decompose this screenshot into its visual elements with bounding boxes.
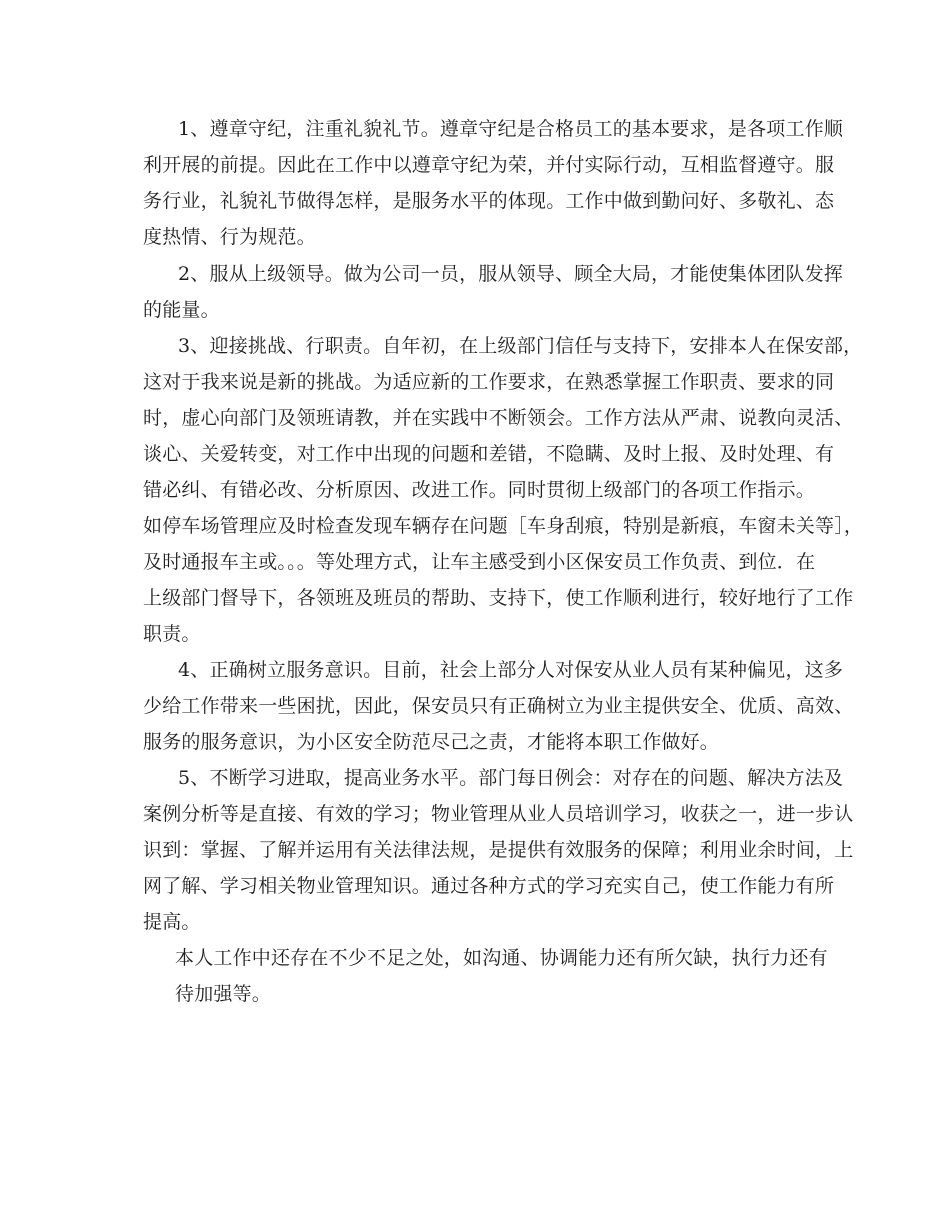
- paragraph-5-line-2: 案例分析等是直接、有效的学习；物业管理从业人员培训学习，收获之一，进一步认: [143, 803, 854, 825]
- paragraph-4-line-3: 服务的服务意识，为小区安全防范尽己之责，才能将本职工作做好。: [143, 731, 720, 753]
- paragraph-2-line-1: 2、服从上级领导。做为公司一员，服从领导、顾全大局，才能使集体团队发挥: [178, 263, 844, 285]
- paragraph-3-line-7: 及时通报车主或。。。等处理方式，让车主感受到小区保安员工作负责、到位．在: [143, 551, 816, 573]
- paragraph-6-line-2: 待加强等。: [175, 983, 272, 1005]
- paragraph-5-line-4: 网了解、学习相关物业管理知识。通过各种方式的学习充实自己，使工作能力有所: [143, 875, 835, 897]
- paragraph-6-line-1: 本人工作中还存在不少不足之处，如沟通、协调能力还有所欠缺，执行力还有: [175, 947, 828, 969]
- paragraph-3-line-8: 上级部门督导下，各领班及班员的帮助、支持下，使工作顺利进行，较好地行了工作: [143, 587, 854, 609]
- paragraph-5-line-3: 识到：掌握、了解并运用有关法律法规，是提供有效服务的保障；利用业余时间，上: [143, 839, 854, 861]
- paragraph-1-line-4: 度热情、行为规范。: [143, 226, 316, 248]
- paragraph-4-line-1: 4、正确树立服务意识。目前，社会上部分人对保安从业人员有某种偏见，这多: [178, 659, 844, 681]
- paragraph-3-line-5: 错必纠、有错必改、分析原因、改进工作。同时贯彻上级部门的各项工作指示。: [143, 479, 816, 501]
- paragraph-3-line-9: 职责。: [143, 623, 201, 645]
- paragraph-5-line-5: 提高。: [143, 911, 201, 933]
- paragraph-3-line-4: 谈心、关爱转变，对工作中出现的问题和差错，不隐瞒、及时上报、及时处理、有: [143, 443, 835, 465]
- paragraph-1-line-2: 利开展的前提。因此在工作中以遵章守纪为荣，并付实际行动，互相监督遵守。服: [143, 154, 835, 176]
- paragraph-5-line-1: 5、不断学习进取，提高业务水平。部门每日例会：对存在的问题、解决方法及: [178, 767, 844, 789]
- paragraph-1-line-1: 1、遵章守纪，注重礼貌礼节。遵章守纪是合格员工的基本要求，是各项工作顺: [178, 118, 844, 140]
- paragraph-3-line-1: 3、迎接挑战、行职责。自年初，在上级部门信任与支持下，安排本人在保安部，: [178, 335, 863, 357]
- paragraph-4-line-2: 少给工作带来一些困扰，因此，保安员只有正确树立为业主提供安全、优质、高效、: [143, 695, 854, 717]
- paragraph-3-line-3: 时，虚心向部门及领班请教，并在实践中不断领会。工作方法从严肃、说教向灵活、: [143, 407, 854, 429]
- paragraph-2-line-2: 的能量。: [143, 299, 220, 321]
- paragraph-3-line-2: 这对于我来说是新的挑战。为适应新的工作要求，在熟悉掌握工作职责、要求的同: [143, 371, 835, 393]
- paragraph-1-line-3: 务行业，礼貌礼节做得怎样，是服务水平的体现。工作中做到勤问好、多敬礼、态: [143, 190, 835, 212]
- paragraph-3-line-6: 如停车场管理应及时检查发现车辆存在问题［车身刮痕，特别是新痕，车窗未关等］，: [143, 515, 864, 537]
